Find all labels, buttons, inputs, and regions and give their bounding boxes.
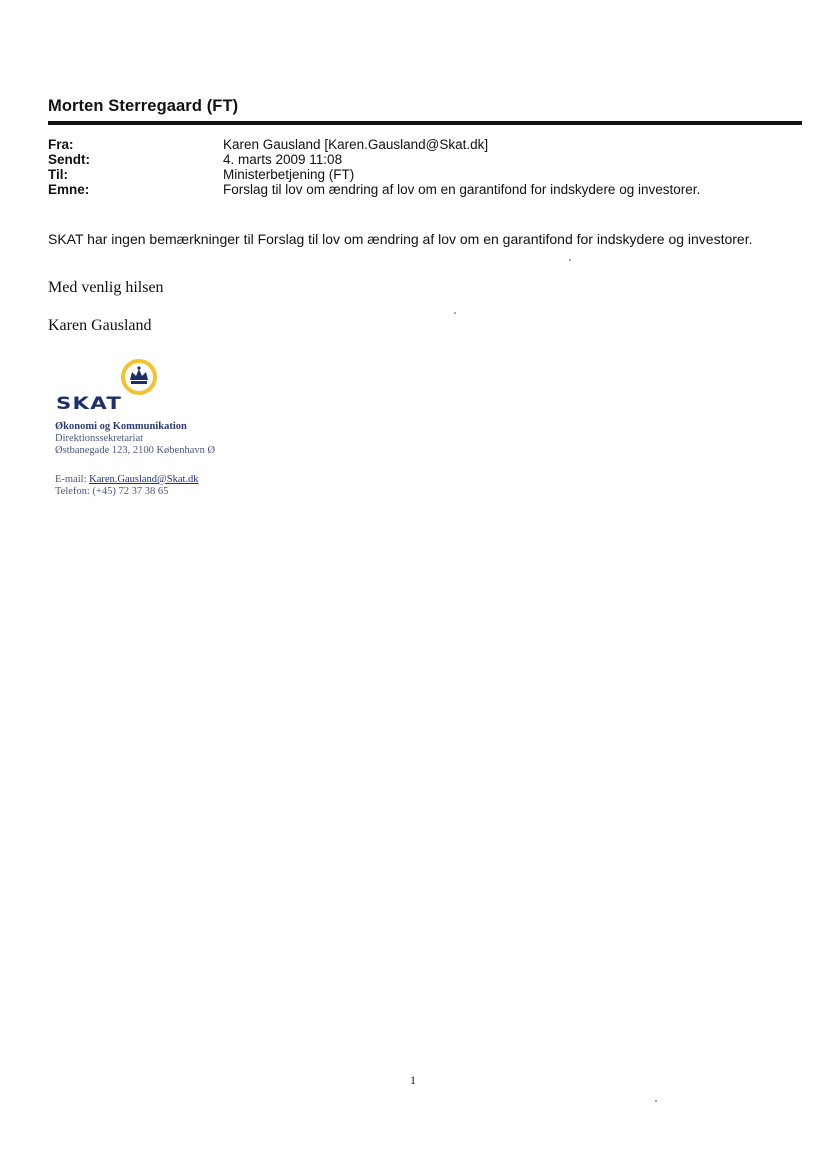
scan-speck <box>569 259 571 261</box>
meta-key-from: Fra: <box>48 137 74 152</box>
unit-name: Direktionssekretariat <box>55 433 144 444</box>
skat-wordmark: SKAT <box>56 394 123 414</box>
meta-row-from <box>48 137 788 152</box>
signature-name: Karen Gausland <box>48 317 152 334</box>
header-rule <box>48 121 802 125</box>
meta-row-to <box>48 167 788 182</box>
organization-block <box>55 421 215 457</box>
scan-speck <box>655 1100 657 1102</box>
meta-row-sent <box>48 152 788 167</box>
meta-key-sent: Sendt: <box>48 152 90 167</box>
email-line <box>55 474 199 486</box>
crown-icon <box>118 356 160 398</box>
scan-speck <box>454 312 456 314</box>
page-number: 1 <box>410 1073 416 1087</box>
meta-value-from: Karen Gausland [Karen.Gausland@Skat.dk] <box>223 137 489 152</box>
email-label: E-mail: <box>55 474 87 485</box>
phone-line: Telefon: (+45) 72 37 38 65 <box>55 486 169 497</box>
meta-value-to: Ministerbetjening (FT) <box>223 167 355 182</box>
department-name: Økonomi og Kommunikation <box>55 421 187 432</box>
email-link[interactable]: Karen.Gausland@Skat.dk <box>89 474 199 485</box>
email-meta <box>48 137 788 197</box>
sender-name: Morten Sterregaard (FT) <box>48 97 239 115</box>
email-body: SKAT har ingen bemærkninger til Forslag til lov om ændring af lov om en garantifond for indskydere og investorer. <box>48 231 753 247</box>
skat-logo <box>52 356 192 418</box>
meta-key-to: Til: <box>48 167 68 182</box>
meta-value-subject: Forslag til lov om ændring af lov om en garantifond for indskydere og investorer. <box>223 182 701 197</box>
contact-block <box>55 474 199 498</box>
address: Østbanegade 123, 2100 København Ø <box>55 445 216 456</box>
meta-value-sent: 4. marts 2009 11:08 <box>223 152 343 167</box>
meta-key-subject: Emne: <box>48 182 90 197</box>
greeting: Med venlig hilsen <box>48 279 164 296</box>
meta-row-subject <box>48 182 788 197</box>
